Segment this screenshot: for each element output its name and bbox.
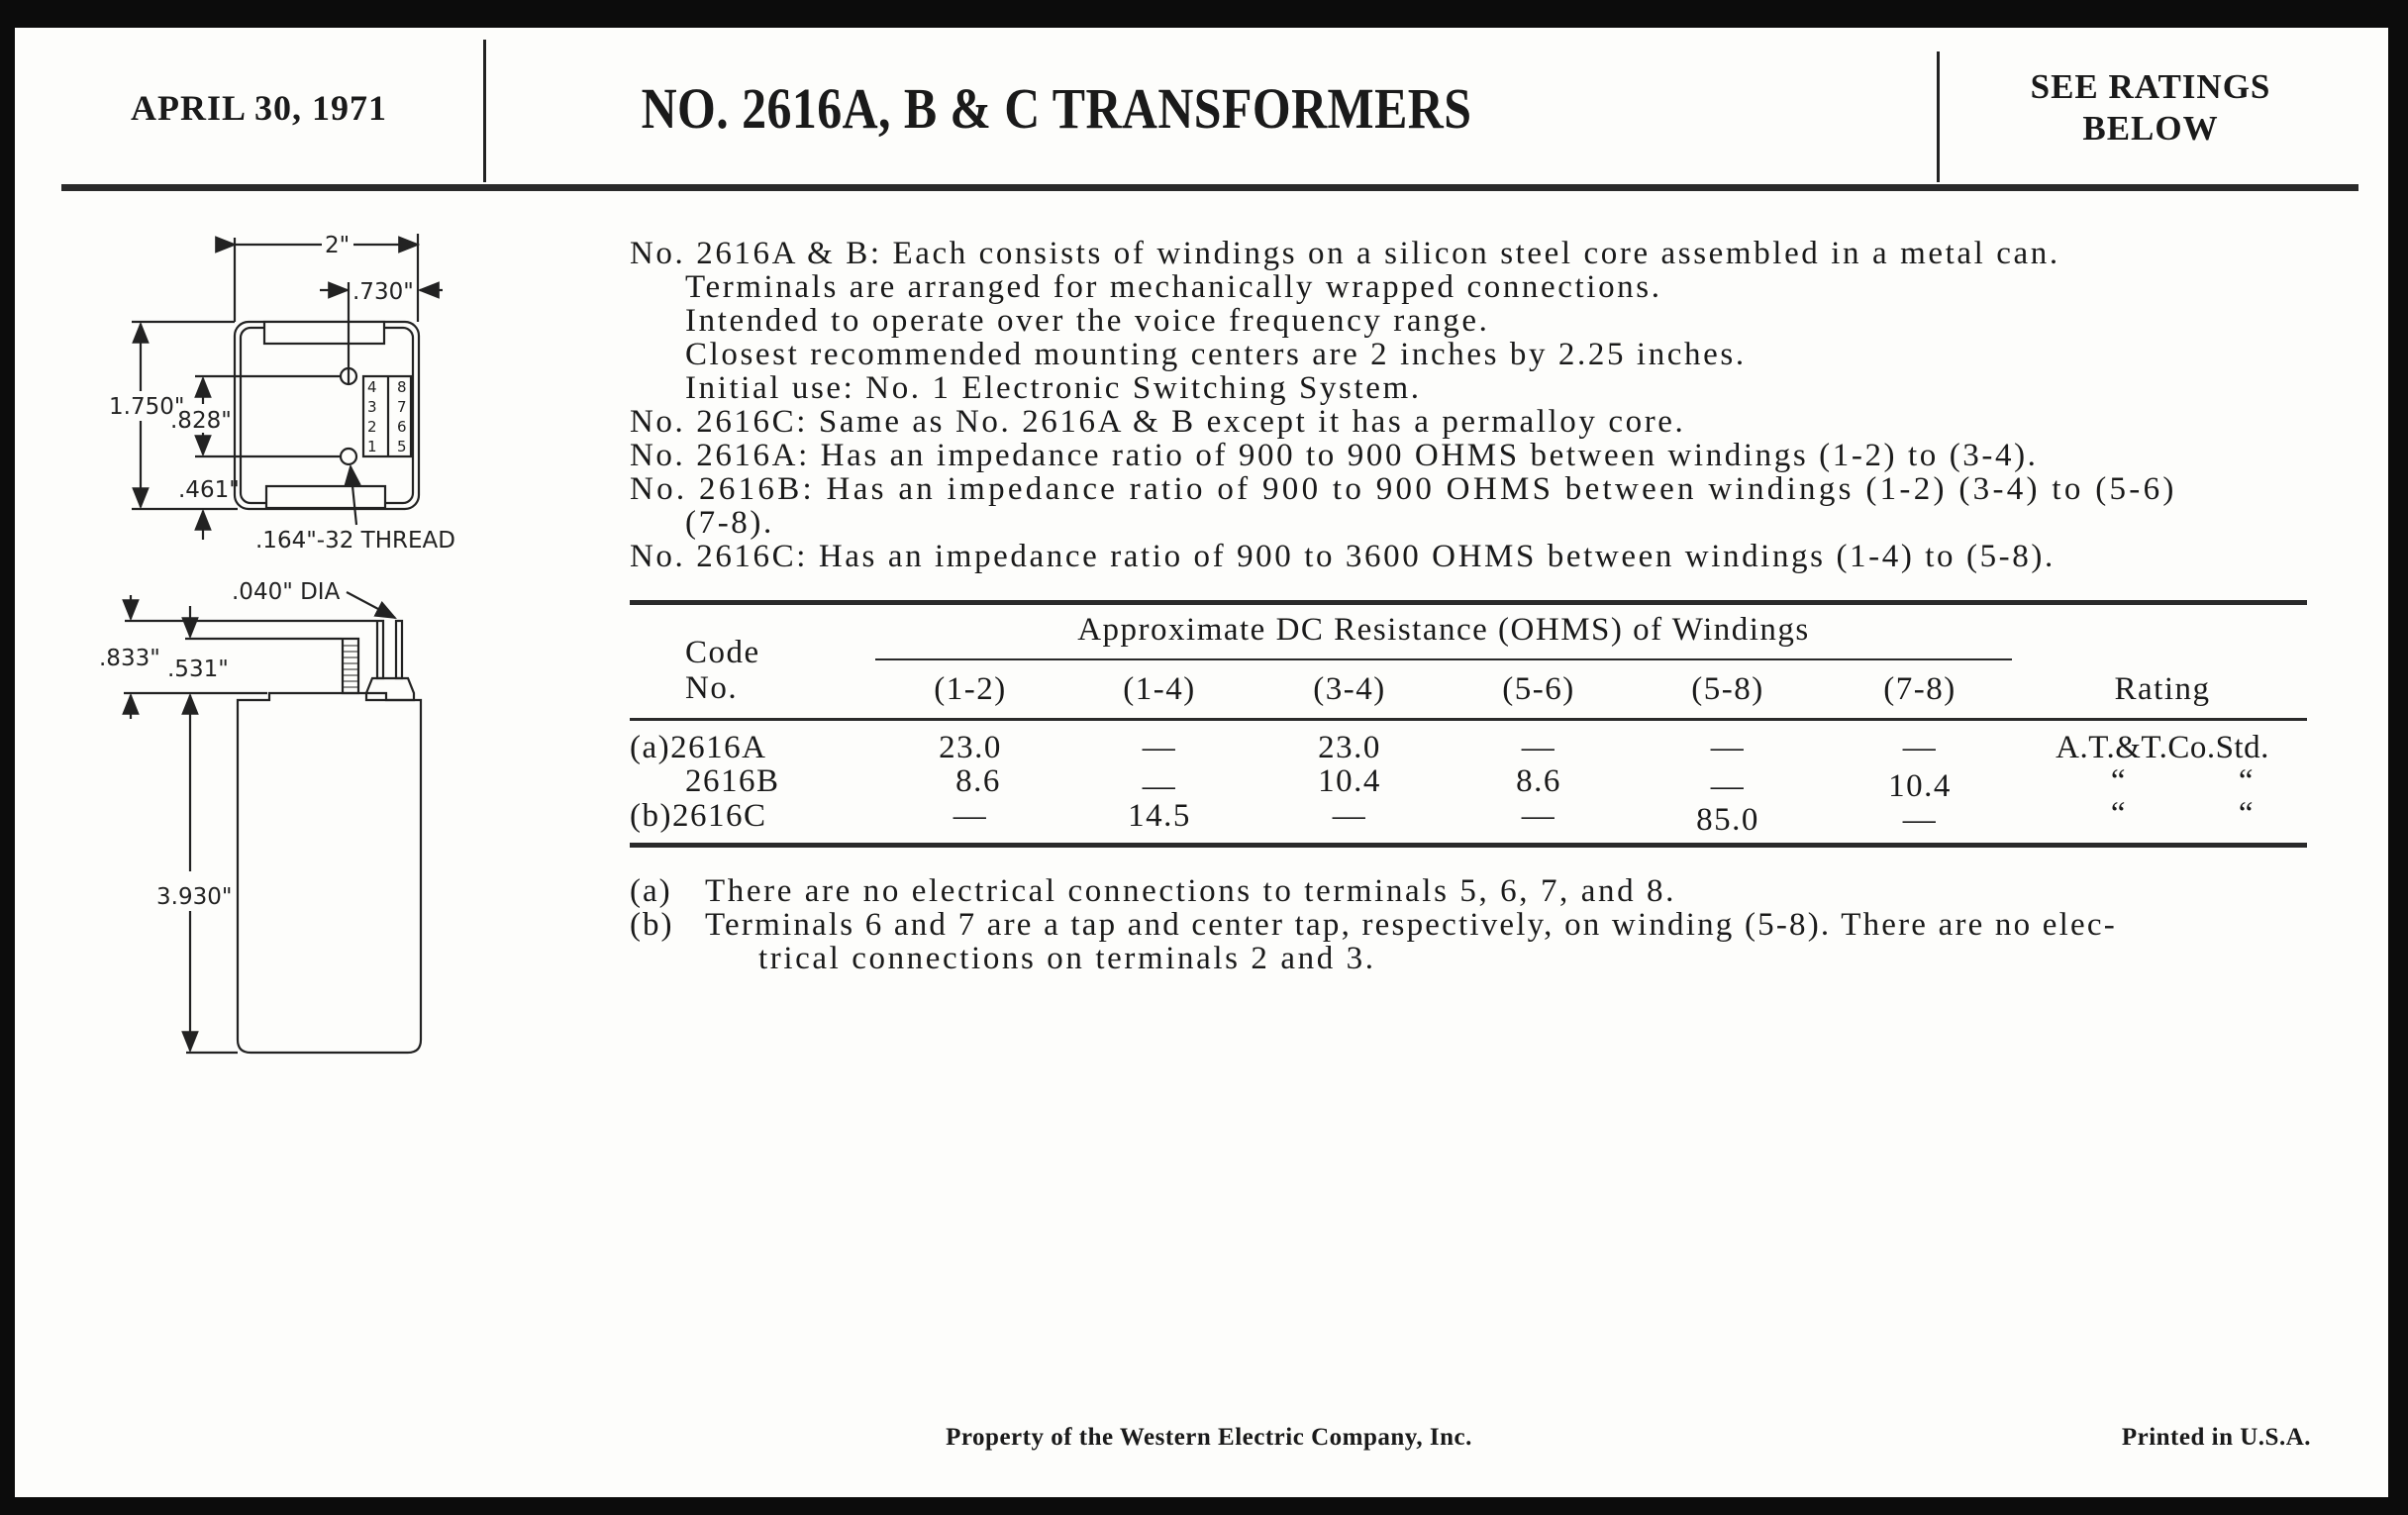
column-header: (3-4) xyxy=(1313,671,1386,707)
top-slot xyxy=(264,322,384,344)
description-line: No. 2616B: Has an impedance ratio of 900 to 900 OHMS between windings (1-2) (3-4) to (5-6) xyxy=(630,471,2177,507)
pin-leader xyxy=(347,592,395,618)
dim-height-label: 1.750" xyxy=(109,394,185,420)
description-line: No. 2616A: Has an impedance ratio of 900 to 900 OHMS between windings (1-2) to (3-4). xyxy=(630,438,2039,473)
description-line: Terminals are arranged for mechanically wrapped connections. xyxy=(685,269,1662,305)
table-header-rule xyxy=(630,718,2307,721)
column-header: (5-8) xyxy=(1691,671,1764,707)
value-cell: 8.6 xyxy=(955,763,1001,799)
ditto-mark: “ xyxy=(2110,763,2128,799)
ditto-mark: “ xyxy=(2238,796,2256,832)
ditto-mark: “ xyxy=(2110,796,2128,832)
table-bottom-rule xyxy=(630,843,2307,848)
description-line: Closest recommended mounting centers are 2 inches by 2.25 inches. xyxy=(685,337,1747,372)
value-cell: — xyxy=(1142,730,1177,765)
threaded-stud xyxy=(343,639,358,693)
rating-header: Rating xyxy=(2114,671,2211,707)
terminal-pin xyxy=(396,621,402,678)
terminal-8: 8 xyxy=(397,378,407,396)
note-text: Terminals 6 and 7 are a tap and center tap, respectively, on winding (5-8). There are no elec- xyxy=(705,907,2117,943)
value-cell: — xyxy=(1902,802,1938,838)
value-cell: 10.4 xyxy=(1888,768,1952,804)
property-notice: Property of the Western Electric Company, Inc. xyxy=(946,1424,1472,1451)
value-cell: — xyxy=(1521,798,1556,834)
page-title: NO. 2616A, B & C TRANSFORMERS xyxy=(641,76,1472,141)
thread-label: .164"-32 THREAD xyxy=(255,528,455,554)
value-cell: — xyxy=(953,798,988,834)
value-cell: — xyxy=(1521,730,1556,765)
note-mark: (b) xyxy=(630,907,674,943)
terminal-4: 4 xyxy=(367,378,377,396)
value-cell: 23.0 xyxy=(1318,730,1381,765)
value-cell: — xyxy=(1142,768,1177,804)
ditto-mark: “ xyxy=(2238,763,2256,799)
terminal-base xyxy=(366,678,414,700)
description-line: Intended to operate over the voice frequency range. xyxy=(685,303,1490,339)
description-line: Initial use: No. 1 Electronic Switching System. xyxy=(685,370,1422,406)
description-line: (7-8). xyxy=(685,505,774,541)
transformer-dimension-drawing xyxy=(0,0,634,1188)
note-text-continued: trical connections on terminals 2 and 3. xyxy=(758,941,1376,976)
value-cell: 14.5 xyxy=(1128,798,1191,834)
dim-spacing-label: .828" xyxy=(170,408,232,434)
printed-notice: Printed in U.S.A. xyxy=(2121,1424,2311,1451)
terminal-3: 3 xyxy=(367,398,377,416)
value-cell: 23.0 xyxy=(939,730,1002,765)
can-height-label: 3.930" xyxy=(156,884,233,910)
can-outline xyxy=(235,322,419,509)
terminal-5: 5 xyxy=(397,438,407,455)
stud-height-label: .531" xyxy=(167,656,229,682)
table-group-header: Approximate DC Resistance (OHMS) of Windings xyxy=(1077,612,1810,648)
table-top-rule xyxy=(630,600,2307,605)
column-header: (1-4) xyxy=(1123,671,1196,707)
note-mark: (a) xyxy=(630,873,672,909)
group-header-underline xyxy=(875,658,2012,660)
rating-cell: A.T.&T.Co.Std. xyxy=(2056,730,2269,765)
description-line: No. 2616C: Same as No. 2616A & B except it has a permalloy core. xyxy=(630,404,1686,440)
terminal-pin xyxy=(377,621,383,678)
bottom-slot xyxy=(266,486,385,508)
code-cell: (b)2616C xyxy=(630,798,767,834)
dim-offset-label: .730" xyxy=(352,279,414,305)
code-cell: 2616B xyxy=(685,763,780,799)
value-cell: 10.4 xyxy=(1318,763,1381,799)
pin-dia-label: .040" DIA xyxy=(232,579,341,605)
issue-date: APRIL 30, 1971 xyxy=(131,88,388,128)
column-header: (5-6) xyxy=(1502,671,1575,707)
terminal-2: 2 xyxy=(367,418,377,436)
dim-bottom-label: .461" xyxy=(178,477,240,503)
code-header: No. xyxy=(685,670,739,706)
header-divider-right xyxy=(1937,51,1940,182)
dim-width-label: 2" xyxy=(325,233,351,258)
code-cell: (a)2616A xyxy=(630,730,767,765)
value-cell: — xyxy=(1902,730,1938,765)
ratings-note-line1: SEE RATINGS xyxy=(2030,67,2271,106)
description-line: No. 2616A & B: Each consists of windings on a silicon steel core assembled in a metal can. xyxy=(630,236,2060,271)
note-text: There are no electrical connections to terminals 5, 6, 7, and 8. xyxy=(705,873,1677,909)
ratings-note-line2: BELOW xyxy=(2082,109,2219,148)
can-side-outline xyxy=(238,693,421,1053)
column-header: (1-2) xyxy=(934,671,1007,707)
description-line: No. 2616C: Has an impedance ratio of 900 to 3600 OHMS between windings (1-4) to (5-8). xyxy=(630,539,2056,574)
terminal-6: 6 xyxy=(397,418,407,436)
pin-height-label: .833" xyxy=(99,646,160,671)
value-cell: 8.6 xyxy=(1516,763,1561,799)
value-cell: — xyxy=(1710,730,1746,765)
code-header: Code xyxy=(685,635,760,670)
value-cell: — xyxy=(1332,798,1367,834)
terminal-7: 7 xyxy=(397,398,407,416)
value-cell: 85.0 xyxy=(1696,802,1759,838)
column-header: (7-8) xyxy=(1883,671,1956,707)
mounting-hole-bottom xyxy=(341,449,356,464)
terminal-1: 1 xyxy=(367,438,377,455)
value-cell: — xyxy=(1710,768,1746,804)
